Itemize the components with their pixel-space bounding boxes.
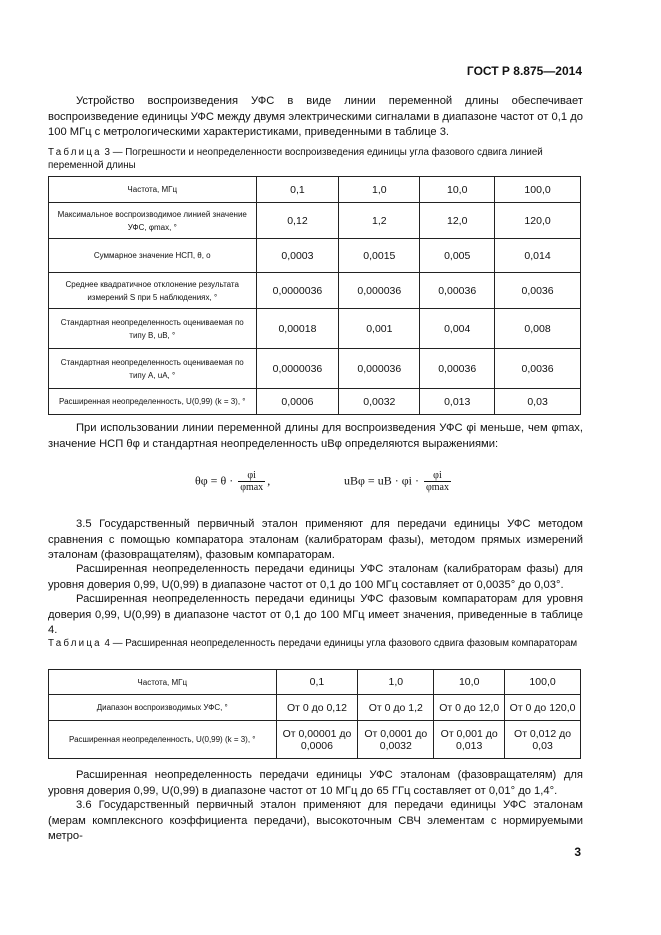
table-cell: От 0,001 до 0,013: [434, 721, 505, 759]
table4-row-label: Диапазон воспроизводимых УФС, °: [49, 695, 277, 721]
formula-theta: [195, 470, 270, 493]
table3-caption-text: 3 — Погрешности и неопределенности воспроизведения единицы угла фазового сдвига линией переменной длины: [48, 147, 543, 171]
paragraph-3-6: 3.6 Государственный первичный эталон применяют для передачи единицы УФС эталонам (мерам комплексного коэффициента передачи), высокоточным СВЧ элементам с нормируемыми метро-: [48, 799, 583, 842]
table4-freq: 100,0: [505, 670, 581, 695]
table3-caption: [48, 146, 583, 172]
table4-header-label: Частота, МГц: [49, 670, 277, 695]
table-cell: 0,0036: [495, 273, 581, 309]
table-cell: 0,00036: [420, 349, 495, 389]
table-cell: 1,2: [339, 203, 420, 239]
table-cell: 0,0000036: [256, 273, 339, 309]
table-cell: 0,03: [495, 389, 581, 415]
table-cell: 0,0000036: [256, 349, 339, 389]
table-row: [49, 349, 581, 389]
table4-caption: [48, 637, 583, 650]
document-header: ГОСТ Р 8.875—2014: [466, 64, 582, 78]
table-cell: 0,0015: [339, 239, 420, 273]
table-cell: 12,0: [420, 203, 495, 239]
table-cell: 0,001: [339, 309, 420, 349]
table-row: [49, 239, 581, 273]
table4-row-label: Расширенная неопределенность, U(0,99) (k = 3), °: [49, 721, 277, 759]
table3-row-label: Суммарное значение НСП, θ, о: [49, 239, 257, 273]
table-cell: 0,0003: [256, 239, 339, 273]
formula-u-b: [344, 470, 453, 493]
table3-freq: 1,0: [339, 177, 420, 203]
table-cell: 0,12: [256, 203, 339, 239]
table4-header-row: [49, 670, 581, 695]
table-cell: 0,0006: [256, 389, 339, 415]
formula-u-b-numerator: φi: [424, 470, 451, 482]
table-row: [49, 695, 581, 721]
table-cell: От 0 до 12,0: [434, 695, 505, 721]
formula-theta-numerator: φi: [238, 470, 265, 482]
paragraph-calibrators: Расширенная неопределенность передачи единицы УФС эталонам (калибраторам фазы) для уровня доверия 0,99, U(0,99) в диапазоне частот от 0,1 до 100 МГц составляет от 0,0035° до 0,03°.: [48, 563, 583, 591]
table-row: [49, 721, 581, 759]
formula-theta-fraction: [238, 470, 265, 493]
table4-caption-text: 4 — Расширенная неопределенность передачи единицы угла фазового сдвига фазовым компараторам: [104, 638, 578, 649]
paragraph-comparators: Расширенная неопределенность передачи единицы УФС фазовым компараторам для уровня доверия 0,99, U(0,99) в диапазоне частот от 0,1 до 100 МГц имеет значения, приведенные в таблице 4.: [48, 593, 583, 636]
table-cell: От 0 до 0,12: [276, 695, 358, 721]
table4-freq: 0,1: [276, 670, 358, 695]
table-cell: 0,000036: [339, 349, 420, 389]
table-row: [49, 389, 581, 415]
table4-caption-word: Таблица: [48, 638, 102, 649]
table-cell: От 0 до 120,0: [505, 695, 581, 721]
table-row: [49, 273, 581, 309]
table-cell: 0,00018: [256, 309, 339, 349]
formula-u-b-left: uBφ = uB · φi ·: [344, 473, 419, 488]
formula-theta-denominator: φmax: [240, 482, 264, 493]
paragraph-phase-shifters: Расширенная неопределенность передачи единицы УФС эталонам (фазовращателям) для уровня доверия 0,99, U(0,99) в диапазоне частот от 10 МГц до 65 ГГц составляет от 0,01° до 1,4°.: [48, 769, 583, 797]
table3-header-label: Частота, МГц: [49, 177, 257, 203]
table3-row-label: Максимальное воспроизводимое линией значение УФС, φmax, °: [49, 203, 257, 239]
table3-row-label: Стандартная неопределенность оцениваемая по типу В, uB, °: [49, 309, 257, 349]
table3-freq: 10,0: [420, 177, 495, 203]
table3-freq: 100,0: [495, 177, 581, 203]
paragraph-intro: Устройство воспроизведения УФС в виде линии переменной длины обеспечивает воспроизведение единицы УФС между двумя электрическими сигналами в диапазоне частот от 0,1 до 100 МГц с метрологическими характеристиками, приведенными в таблице 3.: [48, 95, 583, 138]
table-cell: 0,014: [495, 239, 581, 273]
formula-u-b-denominator: φmax: [425, 482, 449, 493]
table-cell: 120,0: [495, 203, 581, 239]
table-cell: 0,0036: [495, 349, 581, 389]
table-row: [49, 309, 581, 349]
table-cell: От 0,0001 до 0,0032: [358, 721, 434, 759]
table-cell: От 0,012 до 0,03: [505, 721, 581, 759]
table-4: [48, 669, 581, 759]
table-cell: 0,00036: [420, 273, 495, 309]
table4-freq: 10,0: [434, 670, 505, 695]
table3-row-label: Расширенная неопределенность, U(0,99) (k = 3), °: [49, 389, 257, 415]
table3-row-label: Стандартная неопределенность оцениваемая по типу А, uA, °: [49, 349, 257, 389]
table-cell: 0,005: [420, 239, 495, 273]
table-cell: 0,0032: [339, 389, 420, 415]
paragraph-variable-line: При использовании линии переменной длины для воспроизведения УФС φi меньше, чем φmax, значение НСП θφ и стандартная неопределенность uBφ определяются выражениями:: [48, 422, 583, 450]
paragraph-3-5: 3.5 Государственный первичный эталон применяют для передачи единицы УФС методом сравнения с помощью компаратора эталонам (калибраторам фазы), методом прямых измерений эталонам (фазовращателям), фазовым компараторам.: [48, 518, 583, 561]
formula-theta-left: θφ = θ ·: [195, 473, 234, 488]
table-cell: 0,004: [420, 309, 495, 349]
table-cell: 0,000036: [339, 273, 420, 309]
table4-freq: 1,0: [358, 670, 434, 695]
table-cell: От 0 до 1,2: [358, 695, 434, 721]
table3-header-row: [49, 177, 581, 203]
table3-caption-word: Таблица: [48, 147, 102, 158]
table-cell: 0,008: [495, 309, 581, 349]
table-row: [49, 203, 581, 239]
formula-theta-end: ,: [267, 473, 271, 488]
formula-u-b-fraction: [424, 470, 451, 493]
table-cell: От 0,00001 до 0,0006: [276, 721, 358, 759]
table3-row-label: Среднее квадратичное отклонение результата измерений S при 5 наблюдениях, °: [49, 273, 257, 309]
page-number: 3: [574, 845, 581, 859]
table-3: [48, 176, 581, 415]
table-cell: 0,013: [420, 389, 495, 415]
table3-freq: 0,1: [256, 177, 339, 203]
